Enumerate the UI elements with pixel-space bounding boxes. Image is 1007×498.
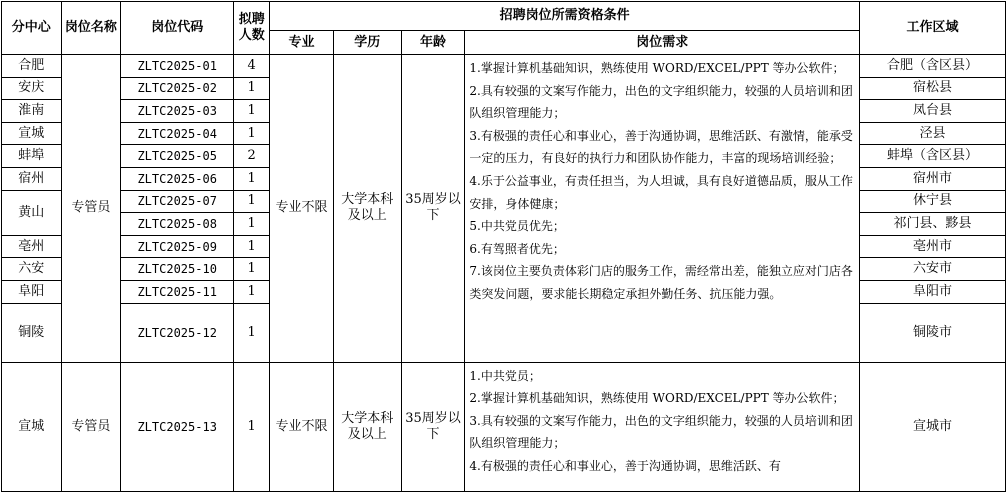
center-cell: 安庆 bbox=[2, 77, 62, 100]
count-cell: 1 bbox=[234, 303, 270, 362]
requirement-item: 1.掌握计算机基础知识，熟练使用 WORD/EXCEL/PPT 等办公软件； bbox=[469, 61, 845, 75]
center-cell: 亳州 bbox=[2, 235, 62, 258]
header-major: 专业 bbox=[270, 31, 334, 55]
requirement-item: 3.具有较强的文案写作能力，出色的文字组织能力，较强的人员培训和团队组织管理能力； bbox=[469, 413, 853, 451]
post-code-cell: ZLTC2025-02 bbox=[121, 77, 234, 100]
center-cell: 宣城 bbox=[2, 122, 62, 145]
count-cell: 1 bbox=[234, 122, 270, 145]
post-code-cell: ZLTC2025-13 bbox=[121, 362, 234, 491]
age-cell: 35周岁以下 bbox=[401, 362, 465, 491]
major-cell: 专业不限 bbox=[270, 55, 334, 363]
post-code-cell: ZLTC2025-05 bbox=[121, 145, 234, 168]
count-cell: 1 bbox=[234, 235, 270, 258]
center-cell: 合肥 bbox=[2, 55, 62, 78]
requirement-item: 4.有极强的责任心和事业心，善于沟通协调，思维活跃、有 bbox=[469, 458, 781, 473]
header-post-code: 岗位代码 bbox=[121, 2, 234, 55]
requirement-item: 4.乐于公益事业，有责任担当，为人坦诚，具有良好道德品质，服从工作安排，身体健康； bbox=[469, 173, 853, 211]
count-cell: 2 bbox=[234, 145, 270, 168]
region-cell: 铜陵市 bbox=[860, 303, 1006, 362]
region-cell: 祁门县、黟县 bbox=[860, 213, 1006, 236]
recruitment-table bbox=[1, 1, 1006, 492]
count-cell: 1 bbox=[234, 167, 270, 190]
count-cell: 1 bbox=[234, 362, 270, 491]
header-requirements: 岗位需求 bbox=[465, 31, 860, 55]
post-code-cell: ZLTC2025-09 bbox=[121, 235, 234, 258]
count-cell: 1 bbox=[234, 100, 270, 123]
region-cell: 合肥（含区县） bbox=[860, 55, 1006, 78]
requirement-item: 1.中共党员； bbox=[469, 368, 541, 383]
table-row bbox=[2, 362, 1006, 491]
header-post-name: 岗位名称 bbox=[61, 2, 121, 55]
region-cell: 泾县 bbox=[860, 122, 1006, 145]
count-cell: 1 bbox=[234, 280, 270, 303]
center-cell: 阜阳 bbox=[2, 280, 62, 303]
header-conditions: 招聘岗位所需资格条件 bbox=[270, 2, 860, 31]
post-name-cell: 专管员 bbox=[61, 362, 121, 491]
age-cell: 35周岁以下 bbox=[401, 55, 465, 363]
center-cell: 淮南 bbox=[2, 100, 62, 123]
region-cell: 亳州市 bbox=[860, 235, 1006, 258]
requirement-item: 7.该岗位主要负责体彩门店的服务工作，需经常出差，能独立应对门店各类突发问题，要求能长期稳定承担外勤任务、抗压能力强。 bbox=[469, 264, 853, 301]
region-cell: 宣城市 bbox=[860, 362, 1006, 491]
requirements-cell bbox=[465, 362, 860, 491]
requirement-item: 3.有极强的责任心和事业心，善于沟通协调，思维活跃、有激情，能承受一定的压力，有良好的执行力和团队协作能力，丰富的现场培训经验； bbox=[469, 128, 853, 166]
requirement-item: 5.中共党员优先； bbox=[469, 219, 565, 234]
post-code-cell: ZLTC2025-04 bbox=[121, 122, 234, 145]
region-cell: 凤台县 bbox=[860, 100, 1006, 123]
count-cell: 4 bbox=[234, 55, 270, 78]
region-cell: 阜阳市 bbox=[860, 280, 1006, 303]
count-cell: 1 bbox=[234, 190, 270, 213]
requirement-item: 2.具有较强的文案写作能力，出色的文字组织能力，较强的人员培训和团队组织管理能力； bbox=[469, 83, 853, 121]
education-cell: 大学本科及以上 bbox=[333, 55, 401, 363]
count-cell: 1 bbox=[234, 258, 270, 281]
post-code-cell: ZLTC2025-06 bbox=[121, 167, 234, 190]
post-code-cell: ZLTC2025-07 bbox=[121, 190, 234, 213]
requirement-item: 6.有驾照者优先； bbox=[469, 241, 565, 256]
region-cell: 宿州市 bbox=[860, 167, 1006, 190]
post-code-cell: ZLTC2025-12 bbox=[121, 303, 234, 362]
center-cell: 蚌埠 bbox=[2, 145, 62, 168]
center-cell: 宿州 bbox=[2, 167, 62, 190]
center-cell: 铜陵 bbox=[2, 303, 62, 362]
header-count: 拟聘人数 bbox=[234, 2, 270, 55]
region-cell: 休宁县 bbox=[860, 190, 1006, 213]
region-cell: 六安市 bbox=[860, 258, 1006, 281]
center-cell: 六安 bbox=[2, 258, 62, 281]
header-education: 学历 bbox=[333, 31, 401, 55]
post-code-cell: ZLTC2025-10 bbox=[121, 258, 234, 281]
post-code-cell: ZLTC2025-03 bbox=[121, 100, 234, 123]
major-cell: 专业不限 bbox=[270, 362, 334, 491]
post-code-cell: ZLTC2025-01 bbox=[121, 55, 234, 78]
region-cell: 宿松县 bbox=[860, 77, 1006, 100]
count-cell: 1 bbox=[234, 213, 270, 236]
post-code-cell: ZLTC2025-08 bbox=[121, 213, 234, 236]
header-age: 年龄 bbox=[401, 31, 465, 55]
post-name-cell: 专管员 bbox=[61, 55, 121, 363]
post-code-cell: ZLTC2025-11 bbox=[121, 280, 234, 303]
header-region: 工作区域 bbox=[860, 2, 1006, 55]
requirements-cell bbox=[465, 55, 860, 363]
center-cell: 黄山 bbox=[2, 190, 62, 235]
center-cell: 宣城 bbox=[2, 362, 62, 491]
table-row bbox=[2, 55, 1006, 78]
region-cell: 蚌埠（含区县） bbox=[860, 145, 1006, 168]
requirement-item: 2.掌握计算机基础知识，熟练使用 WORD/EXCEL/PPT 等办公软件； bbox=[469, 391, 845, 406]
education-cell: 大学本科及以上 bbox=[333, 362, 401, 491]
header-center: 分中心 bbox=[2, 2, 62, 55]
count-cell: 1 bbox=[234, 77, 270, 100]
